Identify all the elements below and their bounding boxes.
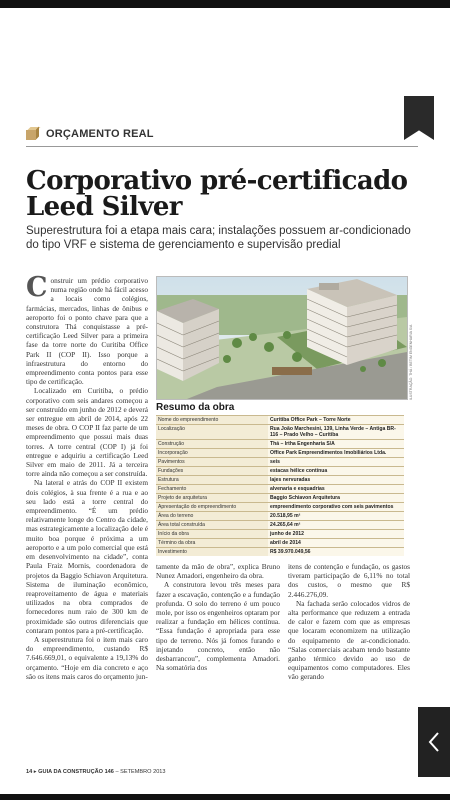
summary-row: [156, 512, 404, 521]
summary-row: [156, 458, 404, 467]
summary-value: Rua João Marchesini, 139, Linha Verde – Antiga BR-116 – Prado Velho – Curitiba: [268, 425, 404, 440]
summary-row: [156, 548, 404, 557]
summary-row: [156, 539, 404, 548]
summary-row: [156, 425, 404, 440]
summary-row: [156, 485, 404, 494]
footer-separator: –: [115, 769, 121, 775]
section-label: ORÇAMENTO REAL: [46, 128, 154, 140]
summary-label: Estrutura: [156, 476, 268, 485]
summary-value: seis: [268, 458, 404, 467]
summary-row: [156, 467, 404, 476]
summary-row: [156, 476, 404, 485]
summary-value: 20.518,95 m²: [268, 512, 404, 521]
summary-label: Nome do empreendimento: [156, 416, 268, 425]
summary-value: empreendimento corporativo com seis pavimentos: [268, 503, 404, 512]
bookmark-icon[interactable]: [404, 96, 434, 140]
summary-label: Fechamento: [156, 485, 268, 494]
summary-label: Localização: [156, 425, 268, 440]
summary-value: 24.265,64 m²: [268, 521, 404, 530]
paragraph: itens de contenção e fundação, os gastos tiveram participação de 6,11% no total dos custos, o mesmo que R$ 2.446.276,09.: [288, 562, 410, 599]
summary-row: [156, 503, 404, 512]
article-column-2: [156, 562, 280, 672]
summary-row: [156, 530, 404, 539]
paragraph: Localizado em Curitiba, o prédio corporativo com seis andares começou a ser construído em junho de 2012 e deverá ser entregue em abril de 2014, após 22 meses de obra. O COP II faz parte de um empreendimento que possui mais duas torres. A torre central (COP I) já foi entregue e adquiriu a certificação Leed Silver em maio de 2011. Já a terceira torre ainda não começou a ser construída.: [26, 386, 148, 479]
paragraph: tamente da mão de obra”, explica Bruno Nunez Amadori, engenheiro da obra.: [156, 562, 280, 581]
summary-label: Construção: [156, 440, 268, 449]
summary-row: [156, 449, 404, 458]
article-title: Corporativo pré-certificado Leed Silver: [26, 166, 408, 222]
paragraph: Na lateral e atrás do COP II existem dois colégios, à sua frente é a rua e ao seu lado está a torre central do empreendimento. “É um prédio relativamente longe do Centro da cidade, mas estrategicamente a localização dele é muito boa porque é próxima a um aeroporto e a um polo comercial que está em desenvolvimento na cidade”, conta Paula Fraiz Mornis, coordenadora de projetos da Baggio Schiavon Arquitetura. Sistema de iluminação econômico, reaproveitamento de água e materiais utilizados na obra comprados de fornecedores num raio de 300 km de proximidade são outros diferenciais que contaram pontos para a pré-certificação.: [26, 478, 148, 635]
drop-cap: C: [26, 272, 48, 303]
summary-label: Projeto de arquitetura: [156, 494, 268, 503]
summary-label: Investimento: [156, 548, 268, 557]
issue-date: SETEMBRO 2013: [120, 769, 166, 775]
summary-value: Thá – Irtha Engenharia S/A: [268, 440, 404, 449]
paragraph: A construtora levou três meses para fazer a escavação, contenção e a fundação profunda. O solo do terreno é um pouco mole, por isso os engenheiros optaram por realizar a fundação em hélices contínua. “Essa fundação é apropriada para esse tipo de terreno. Nós já fomos furando e injetando concreto, então não desbarrancou”, complementa Amadori. Na somatória dos: [156, 580, 280, 673]
summary-value: Office Park Empreendimentos Imobiliários Ltda.: [268, 449, 404, 458]
section-divider: [26, 146, 418, 147]
summary-label: Área total construída: [156, 521, 268, 530]
article-column-3: [288, 562, 410, 682]
summary-label: Apresentação do empreendimento: [156, 503, 268, 512]
building-illustration: [156, 276, 408, 400]
summary-value: abril de 2014: [268, 539, 404, 548]
paragraph: Na fachada serão colocados vidros de alta performance que reduzem a entrada de calor e fazem com que as empresas que locaram economizem na utilização do equipamento de ar-condicionado. “Salas comerciais acabam tendo bastante ganho térmico devido ao uso de equipamentos como computadores. Eles vão gerando: [288, 598, 410, 682]
cube-icon: [26, 127, 40, 141]
article-subtitle: Superestrutura foi a etapa mais cara; instalações possuem ar-condicionado do tipo VRF e sistema de gerenciamento e supervisão predial: [26, 225, 411, 251]
chevron-left-icon: [427, 730, 441, 754]
article-column-1: [26, 272, 148, 681]
summary-value: alvenaria e esquadrias: [268, 485, 404, 494]
summary-label: Incorporação: [156, 449, 268, 458]
summary-label: Fundações: [156, 467, 268, 476]
summary-value: R$ 39.970.049,56: [268, 548, 404, 557]
summary-label: Término da obra: [156, 539, 268, 548]
top-status-bar: [0, 0, 450, 8]
summary-value: estacas hélice contínua: [268, 467, 404, 476]
bottom-bar: [0, 794, 450, 800]
summary-row: [156, 521, 404, 530]
summary-row: [156, 494, 404, 503]
page-footer: [26, 769, 166, 775]
summary-row: [156, 416, 404, 425]
paragraph: A superestrutura foi o item mais caro do empreendimento, custando R$ 7.646.669,01, o equivalente a 19,13% do orçamento. “Hoje em dia concreto e aço são os itens mais caros do orçamento jun-: [26, 634, 148, 681]
summary-value: lajes nervuradas: [268, 476, 404, 485]
footer-separator: ▸: [33, 769, 39, 775]
summary-row: [156, 440, 404, 449]
back-button[interactable]: [418, 707, 450, 777]
image-credit: ILUSTRAÇÃO: THÁ / BETIM ENGENHARIA S/A: [409, 324, 413, 400]
page-number: 14: [26, 769, 33, 775]
section-header: [26, 127, 154, 141]
magazine-name: GUIA DA CONSTRUÇÃO 146: [38, 769, 114, 775]
summary-label: Início da obra: [156, 530, 268, 539]
summary-value: Baggio Schiavon Arquitetura: [268, 494, 404, 503]
summary-label: Área do terreno: [156, 512, 268, 521]
summary-value: Curitiba Office Park – Torre Norte: [268, 416, 404, 425]
paragraph: Construir um prédio corporativo numa região onde há fácil acesso a locais como colégios, farmácias, mercados, linhas de ônibus e aeroporto foi o ponto chave para que a construtora Thá conquistasse a pré-certificação Leed Silver para a primeira fase da torre norte do Curitiba Office Park II (COP II). Isso porque a infraestrutura do entorno do empreendimento conta pontos para esse tipo de certificação.: [26, 272, 148, 387]
summary-value: junho de 2012: [268, 530, 404, 539]
summary-label: Pavimentos: [156, 458, 268, 467]
summary-title: Resumo da obra: [156, 402, 235, 413]
summary-table: [156, 415, 404, 556]
